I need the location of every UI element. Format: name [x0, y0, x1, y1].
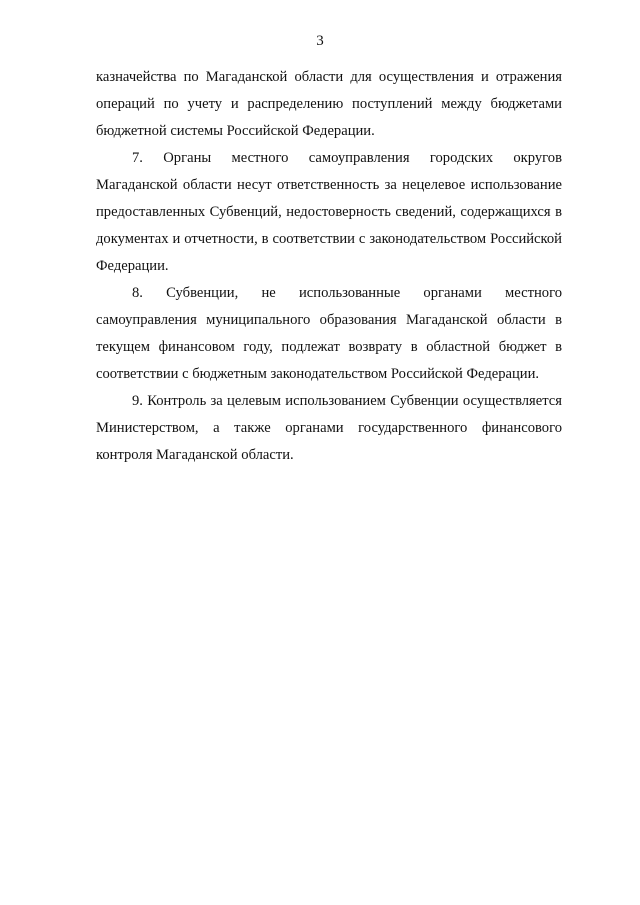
paragraph-item-8: 8. Субвенции, не использованные органами местного самоуправления муниципального образования Магаданской области в текущем финансовом году, подлежат возврату в областной бюджет в соответствии с бюджетным законодательством Российской Федерации.: [96, 285, 562, 382]
paragraph-item-9: 9. Контроль за целевым использованием Субвенции осуществляется Министерством, а также органами государственного финансового контроля Магаданской области.: [96, 393, 562, 463]
page-number: 3: [316, 33, 324, 49]
paragraph-continuation: казначейства по Магаданской области для осуществления и отражения операций по учету и распределению поступлений между бюджетами бюджетной системы Российской Федерации.: [96, 69, 562, 139]
paragraph-item-7: 7. Органы местного самоуправления городских округов Магаданской области несут ответственность за нецелевое использование предоставленных Субвенций, недостоверность сведений, содержащихся в документах и отчетности, в соответствии с законодательством Российской Федерации.: [96, 150, 562, 274]
document-body: [96, 64, 562, 469]
